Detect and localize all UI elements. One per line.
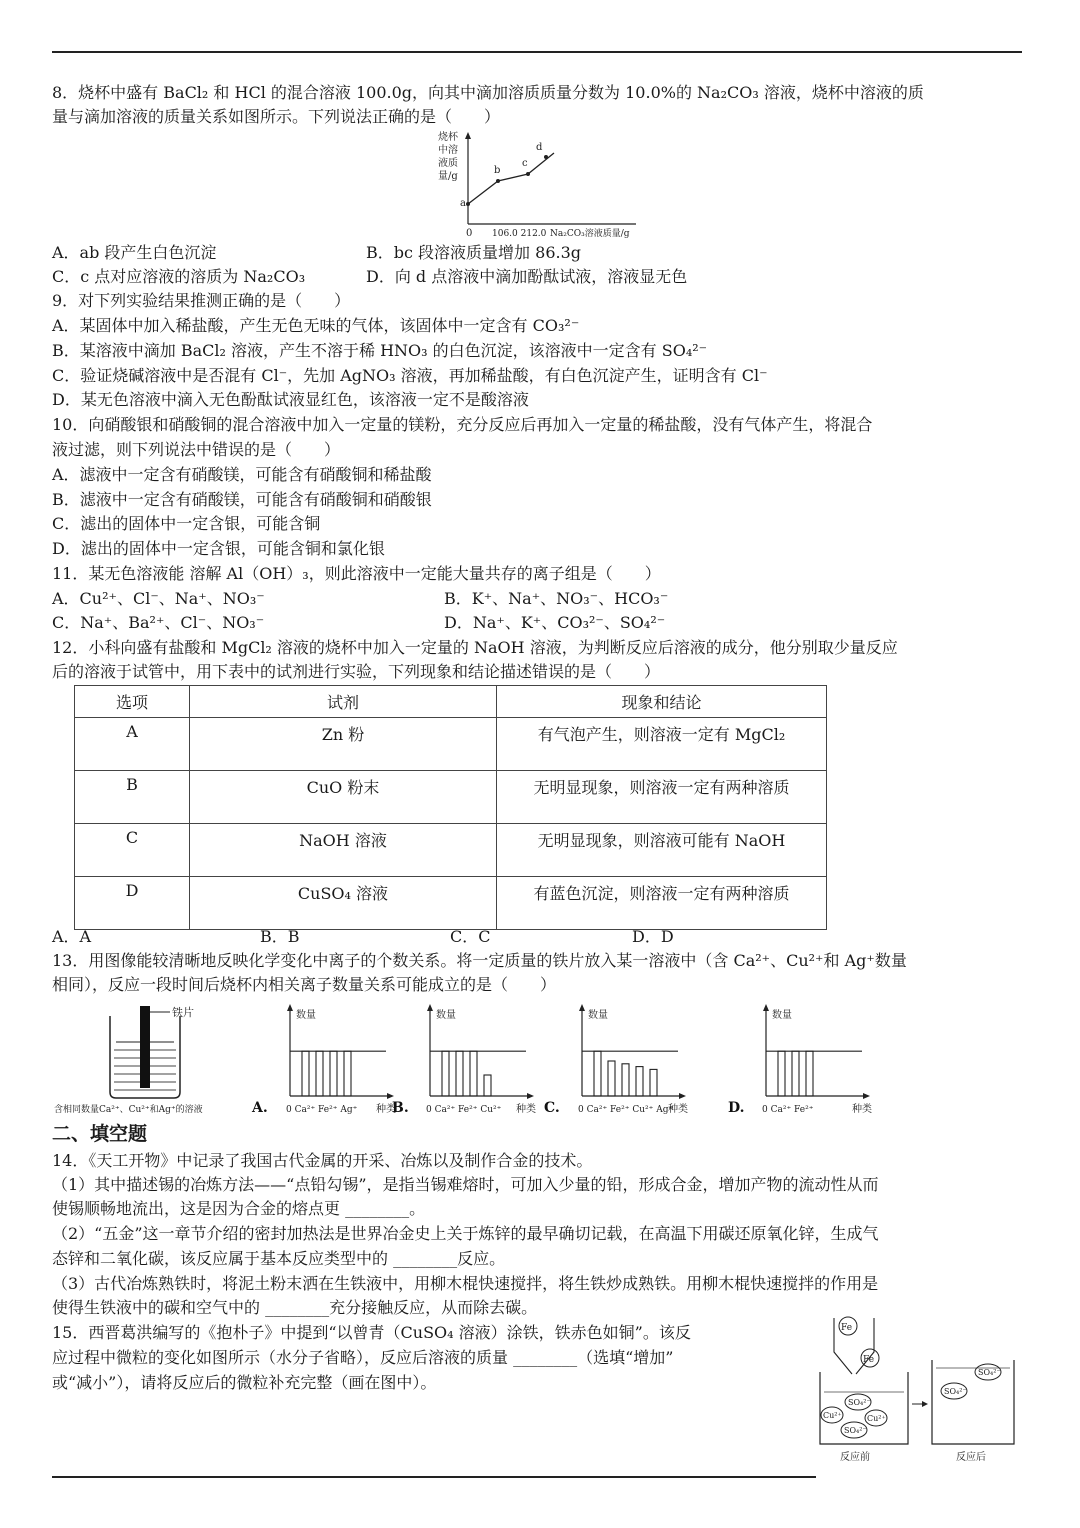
q13-beaker [52, 1000, 262, 1118]
table-header-row [75, 686, 827, 718]
q12-answer-c: C．C [450, 927, 491, 946]
table-cell: 无明显现象，则溶液可能有 NaOH [497, 824, 827, 877]
q13-axis-arrow [763, 1004, 769, 1011]
q12-line2: 后的溶液于试管中，用下表中的试剂进行实验，下列现象和结论描述错误的是（ ） [52, 662, 661, 681]
q8-point-a: a [460, 198, 466, 209]
q13-bar [442, 1051, 449, 1096]
q8-line2: 量与滴加溶液的质量关系如图所示。下列说法正确的是（ ） [52, 107, 501, 126]
q15-before-label: 反应前 [840, 1452, 870, 1463]
q13-ion-labels: 0 Ca²⁺ Fe²⁺ Ag⁺ [286, 1105, 358, 1115]
q12-line1: 12．小科向盛有盐酸和 MgCl₂ 溶液的烧杯中加入一定量的 NaOH 溶液，为判断反应后溶液的成分，他分别取少量反应 [52, 638, 898, 657]
q13-bar [650, 1069, 657, 1096]
table-row [75, 771, 827, 824]
q13-line2: 相同），反应一段时间后烧杯内相关离子数量关系可能成立的是（ ） [52, 975, 557, 994]
q15-cu-2: Cu²⁺ [867, 1414, 886, 1423]
q8-ylabel-1: 烧杯 [438, 132, 458, 143]
q8-option-a: A．ab 段产生白色沉淀 [52, 243, 217, 262]
q15-line3: 或“减小”），请将反应后的微粒补充完整（画在图中）。 [52, 1373, 437, 1392]
q13-ylabel: 数量 [588, 1010, 608, 1021]
q13-bar [302, 1051, 309, 1096]
q8-option-d: D．向 d 点溶液中滴加酚酞试液，溶液显无色 [366, 267, 688, 286]
q13-bar [792, 1051, 799, 1096]
q13-graphs [250, 1000, 890, 1120]
q13-bar [594, 1051, 601, 1096]
q14-part3-line1: （3）古代冶炼熟铁时，将泥土粉末洒在生铁液中，用柳木棍快速搅拌，将生铁炒成熟铁。用柳木棍快速搅拌的作用是 [52, 1274, 879, 1293]
table-cell: Zn 粉 [190, 718, 497, 771]
q13-xlabel: 种类 [852, 1104, 872, 1115]
q9-option-a: A．某固体中加入稀盐酸，产生无色无味的气体，该固体中一定含有 CO₃²⁻ [52, 316, 580, 335]
q13-graph-letter: B. [392, 1100, 409, 1116]
q15-line1: 15．西晋葛洪编写的《抱朴子》中提到“以曾青（CuSO₄ 溶液）涂铁，铁赤色如铜”。该反 [52, 1323, 691, 1342]
q10-line1: 10．向硝酸银和硝酸铜的混合溶液中加入一定量的镁粉，充分反应后再加入一定量的稀盐酸，没有气体产生，将混合 [52, 415, 873, 434]
q8-point-d: d [536, 142, 543, 153]
q13-xlabel: 种类 [516, 1104, 536, 1115]
q13-beaker-caption: 含相同数量Ca²⁺、Cu²⁺和Ag⁺的溶液 [54, 1105, 203, 1115]
table-cell: CuO 粉末 [190, 771, 497, 824]
q13-bar [470, 1051, 477, 1096]
table-cell: NaOH 溶液 [190, 824, 497, 877]
q12-table [74, 685, 827, 930]
table-cell: C [75, 824, 190, 877]
q13-axis-arrow [679, 1093, 686, 1099]
q13-ylabel: 数量 [436, 1010, 456, 1021]
q9-option-b: B．某溶液中滴加 BaCl₂ 溶液，产生不溶于稀 HNO₃ 的白色沉淀，该溶液中一定含有 SO₄²⁻ [52, 341, 708, 360]
q15-fe-1: Fe [841, 1323, 853, 1333]
q11-option-a: A．Cu²⁺、Cl⁻、Na⁺、NO₃⁻ [52, 589, 265, 608]
q13-line1: 13．用图像能较清晰地反映化学变化中离子的个数关系。将一定质量的铁片放入某一溶液中（含 Ca²⁺、Cu²⁺和 Ag⁺数量 [52, 951, 907, 970]
q8-option-c: C．c 点对应溶液的溶质为 Na₂CO₃ [52, 267, 306, 286]
q13-axis-arrow [863, 1093, 870, 1099]
q10-option-b: B．滤液中一定含有硝酸镁，可能含有硝酸铜和硝酸银 [52, 490, 432, 509]
q15-cu-1: Cu²⁺ [823, 1411, 842, 1420]
q13-bar [608, 1061, 615, 1096]
q10-line2: 液过滤，则下列说法中错误的是（ ） [52, 440, 341, 459]
q13-graph-letter: A. [252, 1100, 268, 1116]
q13-axis-arrow [527, 1093, 534, 1099]
q15-fe-2: Fe [863, 1355, 875, 1365]
table-row [75, 718, 827, 771]
q14-part3-line2: 使得生铁液中的碳和空气中的 ________充分接触反应，从而除去碳。 [52, 1298, 538, 1317]
table-cell: CuSO₄ 溶液 [190, 877, 497, 930]
table-header: 试剂 [190, 686, 497, 718]
q11-option-d: D．Na⁺、K⁺、CO₃²⁻、SO₄²⁻ [444, 613, 666, 632]
q15-so4-1: SO₄²⁻ [848, 1398, 871, 1407]
q13-bar [622, 1064, 629, 1096]
table-cell: 有蓝色沉淀，则溶液一定有两种溶质 [497, 877, 827, 930]
q11-option-c: C．Na⁺、Ba²⁺、Cl⁻、NO₃⁻ [52, 613, 265, 632]
q8-line1: 8．烧杯中盛有 BaCl₂ 和 HCl 的混合溶液 100.0g，向其中滴加溶质质量分数为 10.0%的 Na₂CO₃ 溶液，烧杯中溶液的质 [52, 83, 924, 102]
q8-option-b: B．bc 段溶液质量增加 86.3g [366, 243, 582, 262]
q13-axis-arrow [287, 1004, 293, 1011]
q14-part2-line1: （2）“五金”这一章节介绍的密封加热法是世界冶金史上关于炼锌的最早确切记载，在高温下用碳还原氧化锌，生成气 [52, 1224, 879, 1243]
q8-xticks: 106.0 212.0 [492, 229, 547, 239]
q8-ylabel-4: 量/g [438, 171, 458, 182]
table-row [75, 824, 827, 877]
q8-point-c: c [522, 158, 528, 169]
q8-xlabel: Na₂CO₃溶液质量/g [550, 229, 630, 239]
table-header: 现象和结论 [497, 686, 827, 718]
q13-graph-letter: D. [728, 1100, 745, 1116]
q9-option-c: C．验证烧碱溶液中是否混有 Cl⁻，先加 AgNO₃ 溶液，再加稀盐酸，有白色沉淀产生，证明含有 Cl⁻ [52, 366, 768, 385]
q14-part1-line2: 使锡顺畅地流出，这是因为合金的熔点更 ________。 [52, 1199, 426, 1218]
q8-origin: 0 [466, 228, 473, 239]
q10-option-d: D．滤出的固体中一定含银，可能含铜和氯化银 [52, 539, 385, 558]
q13-bar [330, 1051, 337, 1096]
q15-figure [812, 1312, 1022, 1468]
q12-answer-b: B．B [260, 927, 300, 946]
q15-so4-after-2: SO₄²⁻ [944, 1387, 967, 1396]
q13-ion-labels: 0 Ca²⁺ Fe²⁺ Cu²⁺ Ag⁺ [578, 1105, 674, 1115]
q13-bar [484, 1075, 491, 1096]
q14-part2-line2: 态锌和二氧化碳，该反应属于基本反应类型中的 ________反应。 [52, 1249, 506, 1268]
q13-iron-label: 铁片 [172, 1006, 194, 1019]
q13-ion-labels: 0 Ca²⁺ Fe²⁺ Cu²⁺ [426, 1105, 502, 1115]
q13-bar [636, 1067, 643, 1096]
q8-point-b: b [494, 165, 501, 176]
q13-bar [806, 1051, 813, 1096]
q12-answer-d: D．D [632, 927, 674, 946]
q12-answer-a: A．A [52, 927, 92, 946]
q15-after-label: 反应后 [956, 1452, 986, 1463]
section-title: 二、填空题 [52, 1123, 148, 1145]
q13-axis-arrow [387, 1093, 394, 1099]
q14-part1-line1: （1）其中描述锡的冶炼方法——“点铅勾锡”，是指当锡难熔时，可加入少量的铅，形成合金，增加产物的流动性从而 [52, 1175, 879, 1194]
q13-bar [778, 1051, 785, 1096]
table-cell: D [75, 877, 190, 930]
q13-ion-labels: 0 Ca²⁺ Fe²⁺ [762, 1105, 814, 1115]
q8-ylabel-3: 液质 [438, 158, 458, 169]
table-cell: 无明显现象，则溶液一定有两种溶质 [497, 771, 827, 824]
q9-option-d: D．某无色溶液中滴入无色酚酞试液显红色，该溶液一定不是酸溶液 [52, 390, 529, 409]
table-cell: B [75, 771, 190, 824]
q13-bar [344, 1051, 351, 1096]
q15-line2: 应过程中微粒的变化如图所示（水分子省略），反应后溶液的质量 ________（选填“增加” [52, 1348, 674, 1367]
q14-stem: 14．《天工开物》中记录了我国古代金属的开采、冶炼以及制作合金的技术。 [52, 1151, 593, 1170]
table-cell: A [75, 718, 190, 771]
table-header: 选项 [75, 686, 190, 718]
q10-option-c: C．滤出的固体中一定含银，可能含铜 [52, 514, 321, 533]
q13-xlabel: 种类 [376, 1104, 396, 1115]
top-rule [52, 51, 1022, 53]
q11-stem: 11．某无色溶液能 溶解 Al（OH）₃，则此溶液中一定能大量共存的离子组是（ ） [52, 564, 661, 583]
q13-bar [316, 1051, 323, 1096]
q8-ylabel-2: 中溶 [438, 145, 458, 156]
q9-stem: 9．对下列实验结果推测正确的是（ ） [52, 291, 351, 310]
q15-so4-after-1: SO₄²⁻ [978, 1368, 1001, 1377]
q13-xlabel: 种类 [668, 1104, 688, 1115]
q13-axis-arrow [579, 1004, 585, 1011]
q15-so4-2: SO₄²⁻ [844, 1426, 867, 1435]
q8-graph [436, 128, 646, 240]
bottom-rule [52, 1476, 816, 1478]
q11-option-b: B．K⁺、Na⁺、NO₃⁻、HCO₃⁻ [444, 589, 669, 608]
table-row [75, 877, 827, 930]
table-cell: 有气泡产生，则溶液一定有 MgCl₂ [497, 718, 827, 771]
q13-ylabel: 数量 [296, 1010, 316, 1021]
q13-graph-letter: C. [544, 1100, 560, 1116]
q13-axis-arrow [427, 1004, 433, 1011]
q13-bar [456, 1051, 463, 1096]
q10-option-a: A．滤液中一定含有硝酸镁，可能含有硝酸铜和稀盐酸 [52, 465, 432, 484]
q13-ylabel: 数量 [772, 1010, 792, 1021]
